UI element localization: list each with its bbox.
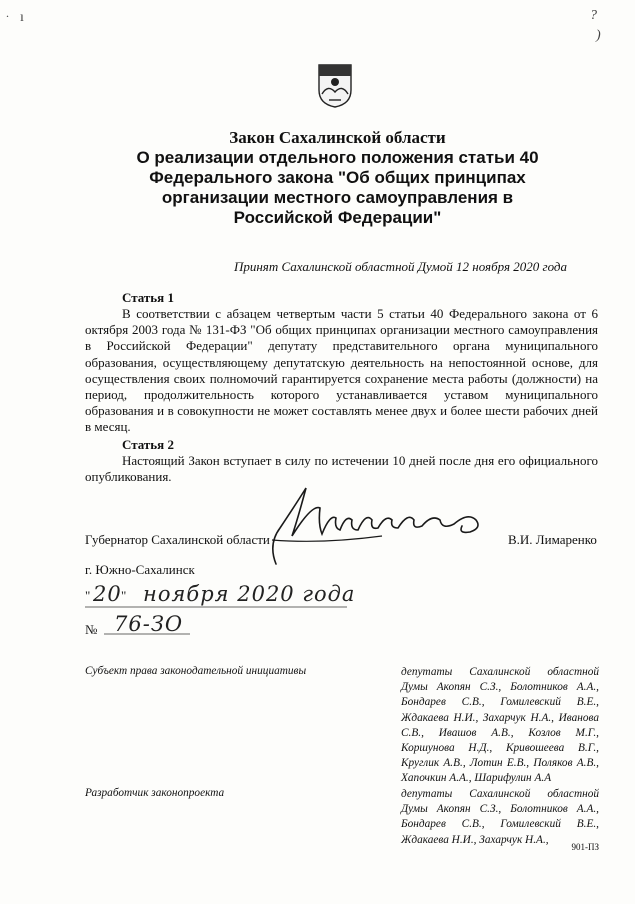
corner-mark-right: ? (590, 8, 597, 23)
developer-label: Разработчик законопроекта (85, 787, 225, 799)
signing-date (85, 582, 355, 610)
title-line-4: организации местного самоуправления в (161, 188, 514, 207)
article-1-text: В соответствии с абзацем четвертым части 5 статьи 40 Федерального закона от 6 октября 2003 года № 131-ФЗ "Об общих принципах организации местного самоуправления в Российской Федерации" депутату представительного органа муниципального образования, осуществляющему депутатскую деятельность на непостоянной основе, для осуществления своих полномочий гарантируется сохранение места работы (должности) на период, продолжительность которого устанавливается уставом муниципального образования и в совокупности не может составлять менее двух и более шести рабочих дней в месяц. (85, 306, 598, 435)
date-open-quote: " (85, 588, 91, 603)
form-code: 901-ПЗ (571, 842, 599, 852)
governor-name: В.И. Лимаренко (508, 532, 597, 547)
title-line-5: Российской Федерации" (233, 208, 442, 227)
law-number: 76-ЗО (114, 612, 184, 636)
article-2-heading: Статья 2 (122, 437, 174, 452)
governor-label: Губернатор Сахалинской области (85, 532, 270, 547)
city-label: г. Южно-Сахалинск (85, 562, 195, 577)
corner-mark-right-2: ) (596, 28, 601, 43)
date-underline (85, 604, 355, 610)
subject-label: Субъект права законодательной инициативы (85, 665, 307, 677)
title-line-2: О реализации отдельного положения статьи 40 (136, 148, 539, 167)
date-close-quote: " (121, 588, 127, 603)
handwritten-signature (262, 484, 492, 570)
subject-value: депутаты Сахалинской областной Думы Акопян С.З., Болотников А.А., Бондарев С.В., Гомилевский В.Е., Ждакаева Н.И., Захарчук Н.А., Иванова С.В., Ивашов А.В., Козлов М.Г., Коршунова Н.Д., Кривошеева В.Г., Круглик А.В., Лотин Е.В., Поляков А.В., Хапочкин А.А., Шарифулин А.А (401, 666, 599, 785)
article-1-heading: Статья 1 (122, 290, 174, 305)
date-day: 20 (93, 582, 122, 606)
article-2-text: Настоящий Закон вступает в силу по истечении 10 дней после дня его официального опубликования. (85, 453, 598, 485)
accepted-note: Принят Сахалинской областной Думой 12 ноября 2020 года (233, 259, 567, 274)
corner-mark-left: . (6, 6, 9, 20)
date-month-year: ноября 2020 года (143, 582, 356, 606)
law-title (70, 128, 605, 228)
number-underline (104, 632, 194, 636)
developer-value: депутаты Сахалинской областной Думы Акопян С.З., Болотников А.А., Бондарев С.В., Гомилевский В.Е., Ждакаева Н.И., Захарчук Н.А., (401, 788, 599, 846)
corner-mark-left-2: ı (20, 10, 24, 25)
title-line-3: Федерального закона "Об общих принципах (149, 168, 526, 187)
title-line-1: Закон Сахалинской области (229, 128, 446, 147)
sakhalin-coat-of-arms-icon (318, 64, 352, 108)
number-label: № (85, 622, 98, 637)
